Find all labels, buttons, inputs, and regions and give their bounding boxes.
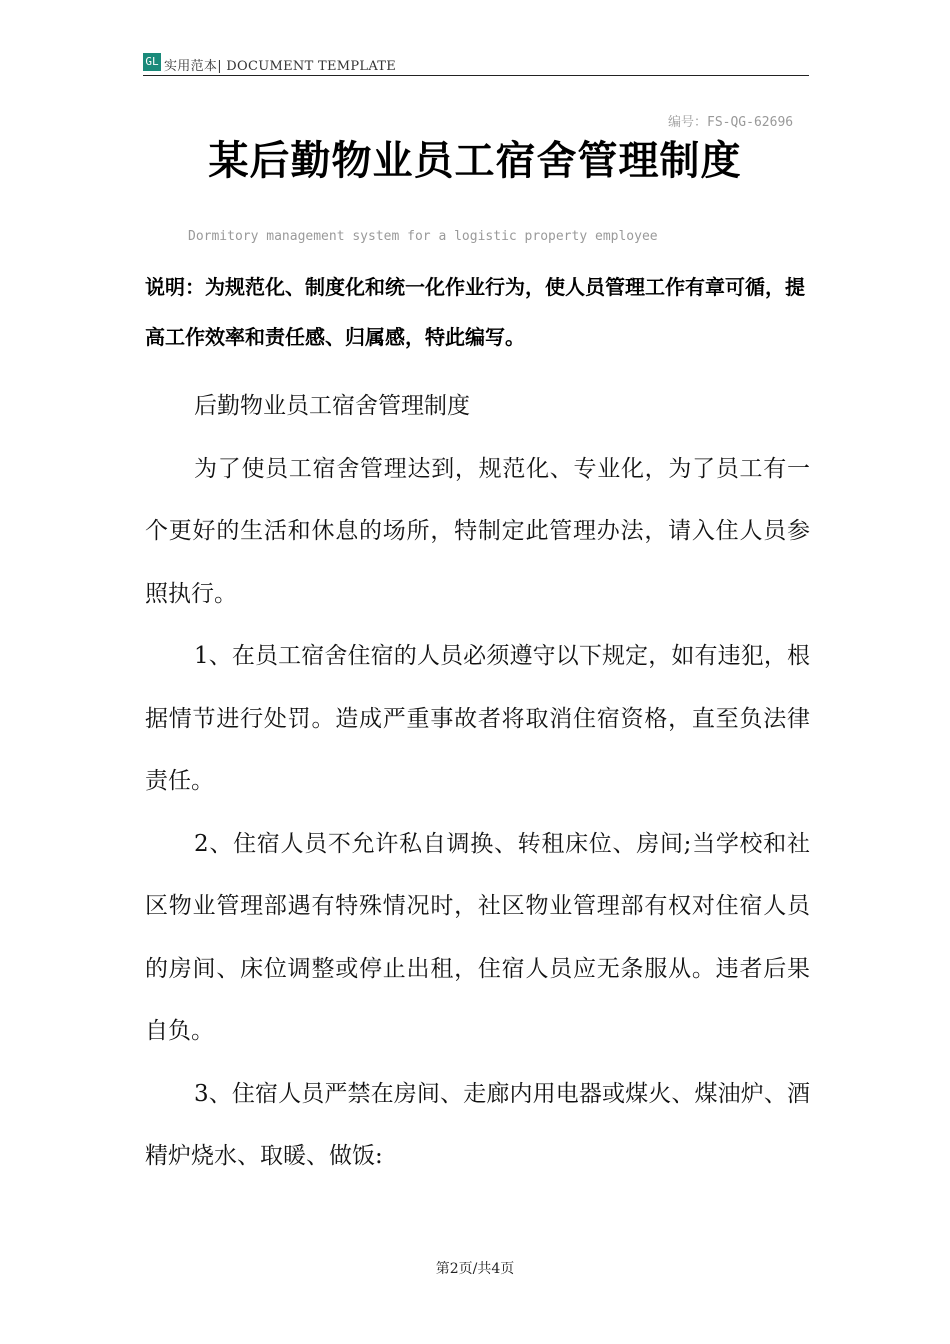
header-label: 实用范本| DOCUMENT TEMPLATE <box>164 59 397 74</box>
rule-paragraph-2: 2、住宿人员不允许私自调换、转租床位、房间;当学校和社区物业管理部遇有特殊情况时，社区物业管理部有权对住宿人员的房间、床位调整或停止出租，住宿人员应无条服从。违者后果自负。 <box>145 830 810 1044</box>
logo-badge: GL <box>143 53 161 71</box>
rule-paragraph-3: 3、住宿人员严禁在房间、走廊内用电器或煤火、煤油炉、酒精炉烧水、取暖、做饭: <box>145 1080 810 1169</box>
section-heading: 后勤物业员工宿舍管理制度 <box>194 393 470 419</box>
intro-paragraph: 为了使员工宿舍管理达到，规范化、专业化，为了员工有一个更好的生活和休息的场所，特制定此管理办法，请入住人员参照执行。 <box>145 455 810 607</box>
page-footer: 第2页/共4页 <box>435 1261 515 1277</box>
description-note: 说明：为规范化、制度化和统一化作业行为，使人员管理工作有章可循，提高工作效率和责任感、归属感，特此编写。 <box>145 275 805 349</box>
rule-paragraph-1: 1、在员工宿舍住宿的人员必须遵守以下规定，如有违犯，根据情节进行处罚。造成严重事故者将取消住宿资格，直至负法律责任。 <box>145 643 810 794</box>
document-body <box>145 375 810 1188</box>
document-subtitle: Dormitory management system for a logistic property employee <box>188 229 658 244</box>
document-header <box>143 51 809 76</box>
document-number: 编号：FS-QG-62696 <box>668 115 794 130</box>
document-title: 某后勤物业员工宿舍管理制度 <box>208 137 742 184</box>
